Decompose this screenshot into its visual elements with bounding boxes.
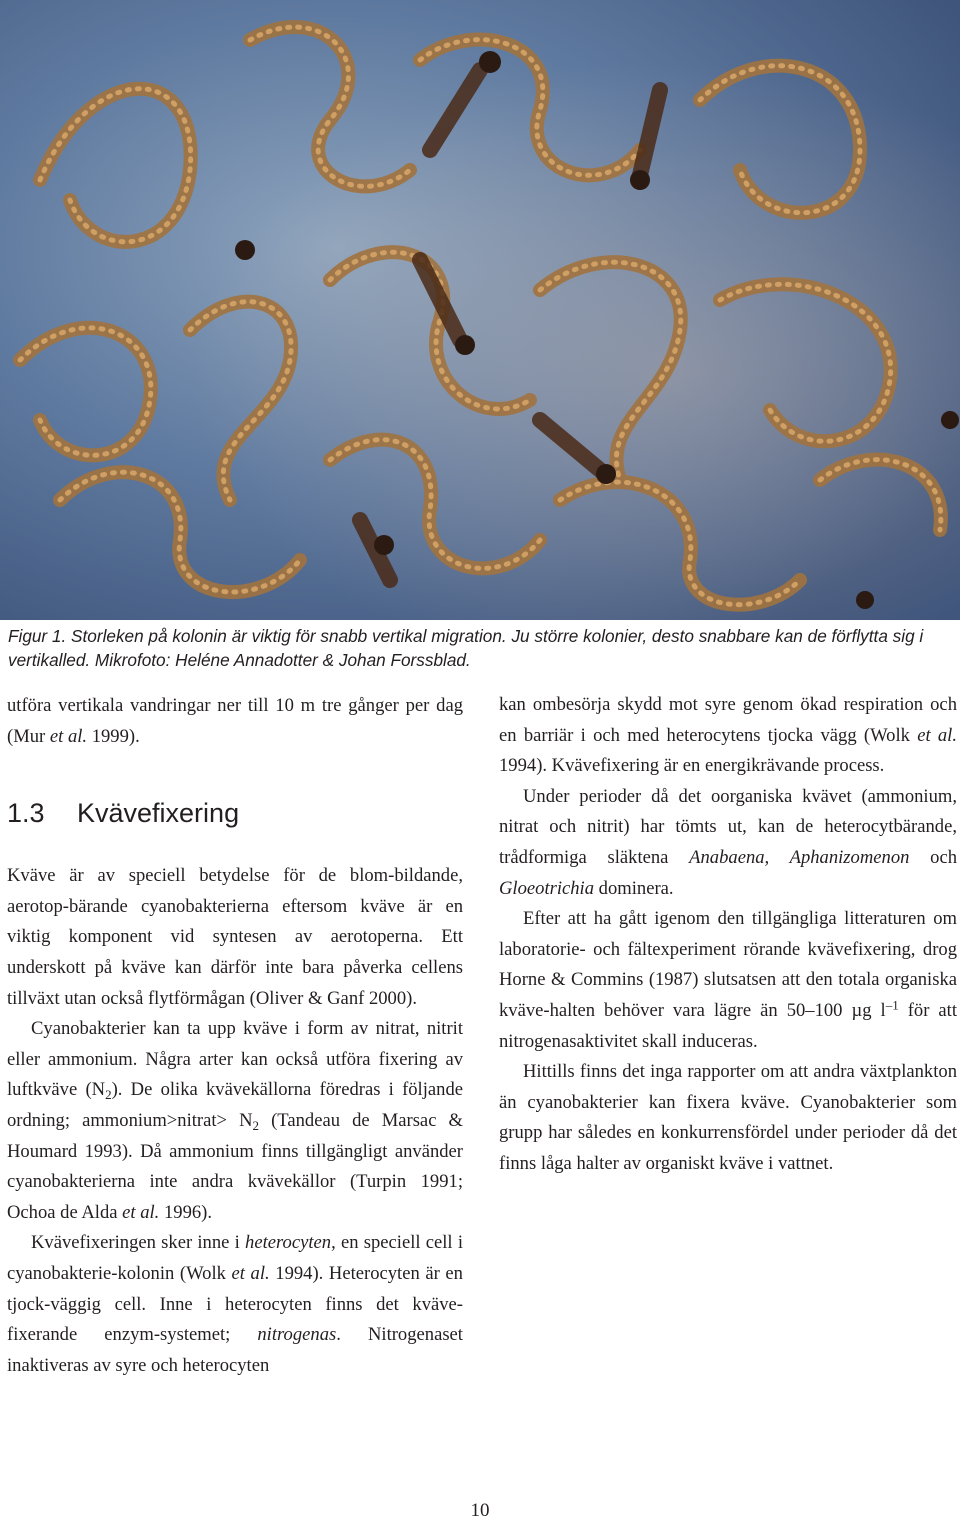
right-column (499, 690, 957, 1180)
section-heading (7, 752, 463, 830)
paragraph: Kvävefixeringen sker inne i heterocyten, en speciell cell i cyanobakterie-kolonin (Wolk et al. 1994). Heterocyten är en tjock-väggig cell. Inne i heterocyten finns det kväve-fixerande enzym-systemet; nitrogenas. Nitrogenaset inaktiveras av syre och heterocyten (7, 1232, 463, 1376)
section-number: 1.3 (7, 798, 45, 829)
section-title: Kvävefixering (77, 798, 240, 829)
micrograph-image (0, 0, 960, 620)
paragraph: Kväve är av speciell betydelse för de blom-bildande, aerotop-bärande cyanobakterierna eftersom kväve är en viktig komponent vid syntesen av aerotoperna. Ett underskott på kväve kan därför inte bara påverka cellens tillväxt utan också flytförmågan (Oliver & Ganf 2000). (7, 865, 463, 1009)
paragraph: Hittills finns det inga rapporter om att andra växtplankton än cyanobakterier kan fixera kväve. Cyanobakterier som grupp har således en konkurrensfördel under perioder då det finns låga halter av organiskt kväve i vattnet. (499, 1061, 957, 1174)
cyanobacteria-micrograph (0, 0, 960, 620)
paragraph: kan ombesörja skydd mot syre genom ökad respiration och en barriär i och med heterocytens tjocka vägg (Wolk et al. 1994). Kvävefixering är en energikrävande process. (499, 694, 957, 777)
paragraph: Efter att ha gått igenom den tillgängliga litteraturen om laboratorie- och fältexperiment rörande kvävefixering, drog Horne & Commins (1987) slutsatsen att den totala organiska kväve-halten behöver vara lägre än 50–100 µg $l^{-1}$ för att nitrogenasaktivitet skall induceras. (499, 908, 958, 1052)
paragraph: Cyanobakterier kan ta upp kväve i form av nitrat, nitrit eller ammonium. Några arter kan också utföra fixering av luftkväve $(N_2)$. De olika kvävekällorna föredras i följande ordning; ammonium>nitrat> $N_2$ (Tandeau de Marsac & Houmard 1993). Då ammonium finns tillgängligt använder cyanobakterierna inte andra kvävekällor (Turpin 1991; Ochoa de Alda et al. 1996). (7, 1018, 463, 1223)
figure-caption: Figur 1. Storleken på kolonin är viktig för snabb vertikal migration. Ju större kolonier, desto snabbare kan de förflytta sig i vertikalled. Mikrofoto: Heléne Annadotter & Johan Forssblad. (8, 626, 924, 670)
page-number: 10 (470, 1500, 490, 1521)
left-column (7, 691, 463, 1381)
paragraph-continuation: utföra vertikala vandringar ner till 10 m tre gånger per dag (Mur et al. 1999). (7, 695, 463, 747)
paragraph: Under perioder då det oorganiska kvävet (ammonium, nitrat och nitrit) har tömts ut, kan de heterocytbärande, trådformiga släktena Anabaena, Aphanizomenon och Gloeotrichia dominera. (499, 785, 958, 899)
